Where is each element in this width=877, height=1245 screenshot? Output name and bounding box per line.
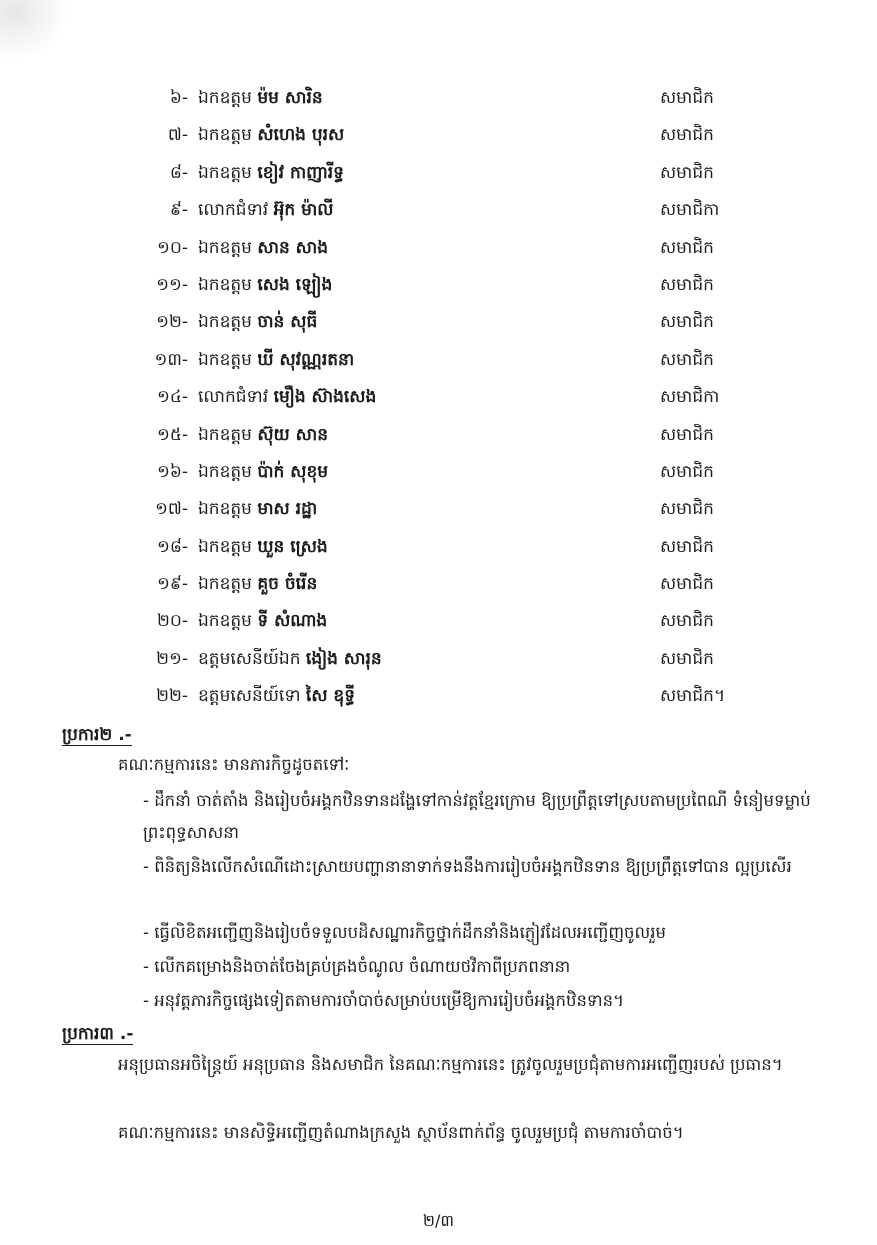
member-title: ឯកឧត្តម: [198, 162, 252, 183]
member-role: សមាជិក: [660, 424, 714, 445]
member-title: ឯកឧត្តម: [198, 125, 252, 146]
member-name: ងៀង សារុន: [305, 648, 382, 669]
member-list: [0, 84, 877, 720]
member-role: សមាជិក: [660, 125, 714, 146]
duty-item: - ពិនិត្យនិងលើកសំណើដោះស្រាយបញ្ហានានាទាក់ទងនឹងការរៀបចំអង្គកឋិនទាន ឱ្យប្រព្រឹត្តទៅបាន ល្អប្រសើរ: [143, 857, 792, 876]
member-title: លោកជំទាវ: [198, 387, 269, 408]
member-row: [0, 607, 877, 644]
member-name: ប៉ាក់ សុខុម: [257, 461, 329, 482]
member-name: ខៀវ កាញារីទ្ធ: [257, 162, 344, 183]
member-title: ឯកឧត្តម: [198, 88, 252, 108]
member-role: សមាជិក: [660, 499, 714, 520]
member-title: ឯកឧត្តម: [198, 237, 252, 258]
member-title: ឯកឧត្តម: [198, 274, 252, 295]
member-title: ឯកឧត្តម: [198, 349, 252, 370]
member-name: សំហេង បុរស: [257, 125, 345, 146]
member-role: សមាជិក: [660, 611, 714, 632]
member-role: សមាជិក: [660, 574, 714, 595]
member-name: ចាន់ សុធី: [257, 312, 318, 333]
duty-item: - អនុវត្តភារកិច្ចផ្សេងទៀតតាមការចាំបាច់សម្រាប់បម្រើឱ្យការរៀបចំអង្គកឋិនទាន។: [143, 991, 624, 1010]
member-role: សមាជិក: [660, 648, 714, 669]
member-number: ១៨-: [156, 536, 188, 557]
member-number: ២០-: [156, 611, 188, 632]
duty-item: - លើកគម្រោងនិងចាត់ចែងគ្រប់គ្រងចំណូល ចំណាយថវិកាពីប្រភពនានា: [143, 957, 571, 976]
member-role: សមាជិកា: [660, 200, 720, 221]
member-role: សមាជិក: [660, 536, 714, 557]
member-title: ឧត្តមសេនីយ៍ទោ: [198, 686, 301, 707]
member-title: ឯកឧត្តម: [198, 499, 252, 520]
article-2-heading: ប្រការ២ .-: [62, 725, 132, 745]
member-title-name: [198, 234, 328, 262]
member-number: ១២-: [156, 312, 188, 333]
member-number: ១៦-: [156, 461, 188, 482]
member-name: អ៊ុក ម៉ាលី: [273, 200, 334, 221]
member-title: លោកជំទាវ: [198, 200, 269, 221]
member-role: សមាជិក: [660, 237, 714, 258]
member-row: [0, 196, 877, 233]
member-title-name: [198, 533, 328, 561]
member-role: សមាជិក: [660, 312, 714, 333]
member-number: ៧-: [167, 125, 188, 146]
member-title: ឯកឧត្តម: [198, 461, 252, 482]
member-number: ១៣-: [154, 349, 188, 370]
member-number: ៩-: [169, 200, 188, 221]
member-row: [0, 421, 877, 458]
member-number: ៨-: [169, 162, 188, 183]
member-row: [0, 682, 877, 719]
member-title-name: [198, 121, 344, 149]
member-row: [0, 234, 877, 271]
member-title-name: [198, 645, 382, 673]
member-number: ១១-: [156, 274, 188, 295]
member-role: សមាជិកា: [660, 387, 720, 408]
member-role: សមាជិក: [660, 349, 714, 370]
member-row: [0, 159, 877, 196]
member-title: ឯកឧត្តម: [198, 312, 252, 333]
member-number: ១០-: [156, 237, 188, 258]
scan-mark: [0, 0, 70, 60]
member-number: ២២-: [156, 686, 188, 707]
member-role: សមាជិក: [660, 461, 714, 482]
member-title-name: [198, 159, 344, 187]
member-title-name: [198, 682, 355, 710]
member-name: សេង ឡៀង: [257, 274, 333, 295]
member-row: [0, 346, 877, 383]
member-name: សាន សាង: [257, 237, 329, 258]
member-row: [0, 458, 877, 495]
member-number: ១៤-: [156, 387, 188, 408]
member-title: ឯកឧត្តម: [198, 424, 252, 445]
member-name: ឃួន ស្រេង: [257, 536, 328, 557]
member-name: គួច ចំរើន: [257, 574, 318, 595]
member-role: សមាជិក។: [660, 686, 726, 707]
member-title-name: [198, 458, 328, 486]
member-name: ទី សំណាង: [257, 611, 328, 632]
member-name: ឃី សុវណ្ណរតនា: [257, 349, 355, 370]
member-row: [0, 570, 877, 607]
member-name: ស៊ុយ សាន: [257, 424, 329, 445]
member-row: [0, 308, 877, 345]
member-title-name: [198, 271, 332, 299]
page-number: ២/៣: [422, 1211, 455, 1230]
member-name: មាស រដ្ឋា: [257, 499, 318, 520]
article-3-heading: ប្រការ៣ .-: [62, 1024, 134, 1044]
member-title-name: [198, 383, 376, 411]
member-name: ម៉ម សារិន: [257, 88, 323, 108]
member-title: ឧត្តមសេនីយ៍ឯក: [198, 648, 301, 669]
member-title-name: [198, 421, 328, 449]
member-row: [0, 533, 877, 570]
member-name: មឿង ស៊ាងសេង: [273, 387, 377, 408]
member-title: ឯកឧត្តម: [198, 611, 252, 632]
article-3-paragraph-2: គណៈកម្មការនេះ មានសិទ្ធិអញ្ជើញតំណាងក្រសួង ស្ថាប័នពាក់ព័ន្ធ ចូលរួមប្រជុំ តាមការចាំបាច់។: [118, 1123, 684, 1142]
member-title: ឯកឧត្តម: [198, 536, 252, 557]
member-title-name: [198, 570, 317, 598]
member-role: សមាជិក: [660, 274, 714, 295]
member-title-name: [198, 308, 317, 336]
member-title-name: [198, 495, 317, 523]
member-row: [0, 271, 877, 308]
article-3-paragraph-1: អនុប្រធានអចិន្ត្រៃយ៍ អនុប្រធាន និងសមាជិក នៃគណៈកម្មការនេះ ត្រូវចូលរួមប្រជុំតាមការអញ្ជើញរបស់ ប្រធាន។: [118, 1055, 783, 1074]
duty-item: - ដឹកនាំ ចាត់តាំង និងរៀបចំអង្គកឋិនទានដង្ហែទៅកាន់វត្តខ្មែរក្រោម ឱ្យប្រព្រឹត្តទៅស្របតាមប្រពៃណី ទំនៀមទម្លាប់ ព្រះពុទ្ធសាសនា: [143, 791, 811, 842]
member-row: [0, 84, 877, 121]
member-title-name: [198, 607, 327, 635]
member-row: [0, 121, 877, 158]
member-title-name: [198, 196, 333, 224]
member-role: សមាជិក: [660, 162, 714, 183]
member-row: [0, 383, 877, 420]
member-role: សមាជិក: [660, 88, 714, 108]
member-number: ១៧-: [155, 499, 188, 520]
member-title-name: [198, 346, 354, 374]
member-row: [0, 495, 877, 532]
member-name: សៃ ឧុទ្ធី: [305, 686, 356, 707]
member-title-name: [198, 84, 323, 112]
member-number: ១៥-: [156, 424, 188, 445]
member-number: ៦-: [169, 88, 188, 108]
article-2-intro: គណៈកម្មការនេះ មានភារកិច្ចដូចតទៅៈ: [118, 755, 350, 774]
member-title: ឯកឧត្តម: [198, 574, 252, 595]
member-number: ២១-: [156, 648, 188, 669]
duty-item: - ធ្វើលិខិតអញ្ជើញនិងរៀបចំទទួលបដិសណ្ឋារកិច្ចថ្នាក់ដឹកនាំនិងភ្ញៀវដែលអញ្ជើញចូលរួម: [143, 923, 666, 942]
member-row: [0, 645, 877, 682]
member-number: ១៩-: [156, 574, 188, 595]
